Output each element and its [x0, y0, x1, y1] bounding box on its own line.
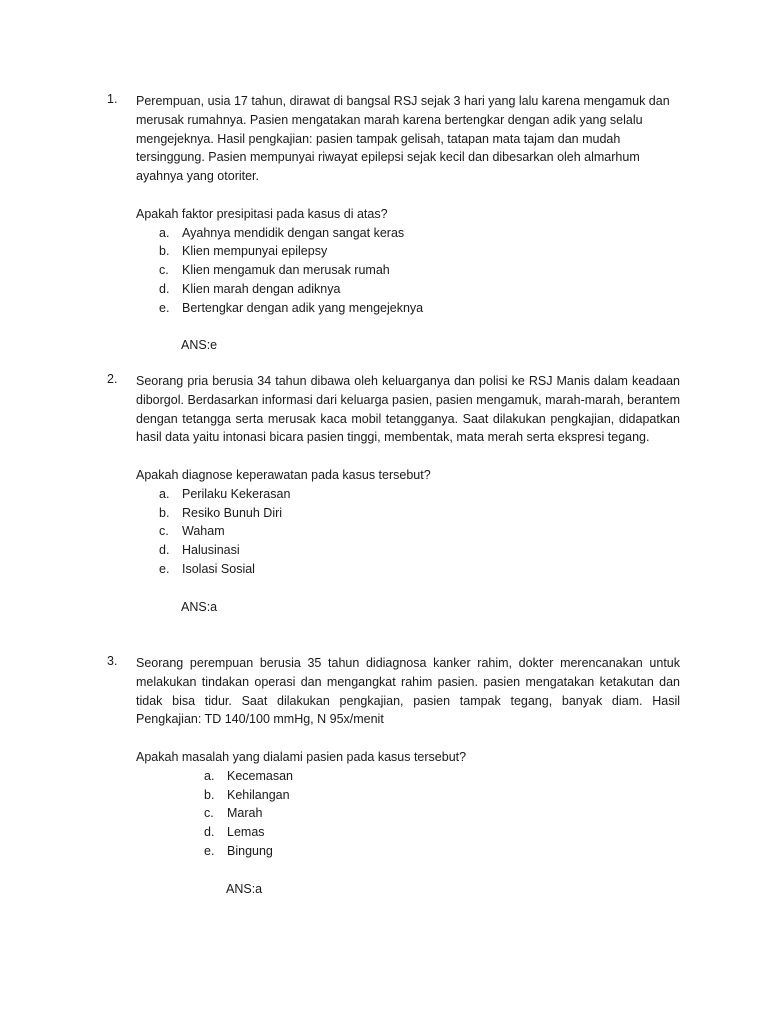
option-letter: c. — [159, 263, 169, 278]
option-letter: d. — [159, 543, 170, 558]
option-letter: e. — [204, 843, 215, 858]
option-letter: c. — [159, 524, 169, 539]
option-letter: a. — [159, 486, 170, 501]
option-text: Bertengkar dengan adik yang mengejeknya — [182, 300, 424, 315]
question-2 — [107, 372, 680, 616]
answer-key: ANS:e — [181, 338, 218, 353]
option-e — [204, 842, 680, 861]
question-number: 1. — [107, 92, 118, 106]
option-letter: d. — [204, 825, 215, 840]
option-d — [204, 823, 680, 842]
option-text: Kehilangan — [227, 787, 290, 802]
option-text: Marah — [227, 806, 263, 821]
option-c — [159, 261, 680, 280]
question-stem: Apakah faktor presipitasi pada kasus di atas? — [136, 206, 388, 221]
option-text: Resiko Bunuh Diri — [182, 505, 283, 520]
question-3 — [107, 654, 680, 898]
question-number: 3. — [107, 654, 118, 668]
answer-key: ANS:a — [181, 599, 218, 614]
option-a — [204, 767, 680, 786]
option-b — [204, 786, 680, 805]
answer-key: ANS:a — [226, 881, 263, 896]
question-body: Perempuan, usia 17 tahun, dirawat di bangsal RSJ sejak 3 hari yang lalu karena mengamuk dan merusak rumahnya. Pasien mengatakan marah karena bertengkar dengan adik yang selalu mengejeknya. Hasil pengkajian: pasien tampak gelisah, tatapan mata tajam dan mudah tersinggung. Pasien mempunyai riwayat epilepsi sejak kecil dan dibesarkan oleh almarhum ayahnya yang otoriter. — [136, 94, 670, 184]
option-text: Bingung — [227, 843, 273, 858]
option-letter: e. — [159, 561, 170, 576]
option-b — [159, 504, 680, 523]
question-number: 2. — [107, 372, 118, 386]
option-c — [159, 522, 680, 541]
question-stem: Apakah diagnose keperawatan pada kasus tersebut? — [136, 467, 431, 482]
option-b — [159, 242, 680, 261]
options-list — [159, 485, 680, 579]
option-letter: b. — [159, 505, 170, 520]
option-letter: a. — [204, 768, 215, 783]
option-a — [159, 485, 680, 504]
option-text: Perilaku Kekerasan — [182, 486, 291, 501]
question-stem: Apakah masalah yang dialami pasien pada kasus tersebut? — [136, 749, 467, 764]
question-body: Seorang perempuan berusia 35 tahun didiagnosa kanker rahim, dokter merencanakan untuk melakukan tindakan operasi dan mengangkat rahim pasien. pasien mengatakan ketakutan dan tidak bisa tidur. Saat dilakukan pengkajian, pasien tampak tegang, banyak diam. Hasil Pengkajian: TD 140/100 mmHg, N 95x/menit — [136, 656, 680, 727]
option-letter: b. — [159, 244, 170, 259]
option-text: Lemas — [227, 825, 265, 840]
question-body: Seorang pria berusia 34 tahun dibawa oleh keluarganya dan polisi ke RSJ Manis dalam keadaan diborgol. Berdasarkan informasi dari keluarga pasien, pasien mengamuk, marah-marah, berantem dengan tetangga serta merusak kaca mobil tetangganya. Saat dilakukan pengkajian, didapatkan hasil data yaitu intonasi bicara pasien tinggi, membentak, mata merah serta ekspresi tegang. — [136, 374, 680, 445]
option-text: Klien marah dengan adiknya — [182, 281, 341, 296]
options-list — [159, 224, 680, 318]
option-text: Klien mempunyai epilepsy — [182, 244, 328, 259]
question-1 — [107, 92, 680, 355]
option-text: Klien mengamuk dan merusak rumah — [182, 263, 390, 278]
option-letter: b. — [204, 787, 215, 802]
option-text: Ayahnya mendidik dengan sangat keras — [182, 225, 405, 240]
option-c — [204, 804, 680, 823]
option-d — [159, 280, 680, 299]
options-list — [204, 767, 680, 861]
option-letter: c. — [204, 806, 214, 821]
option-text: Waham — [182, 524, 225, 539]
option-letter: d. — [159, 281, 170, 296]
option-a — [159, 224, 680, 243]
option-text: Kecemasan — [227, 768, 294, 783]
option-e — [159, 299, 680, 318]
option-text: Halusinasi — [182, 543, 240, 558]
option-letter: e. — [159, 300, 170, 315]
option-d — [159, 541, 680, 560]
option-text: Isolasi Sosial — [182, 561, 255, 576]
option-e — [159, 560, 680, 579]
option-letter: a. — [159, 225, 170, 240]
